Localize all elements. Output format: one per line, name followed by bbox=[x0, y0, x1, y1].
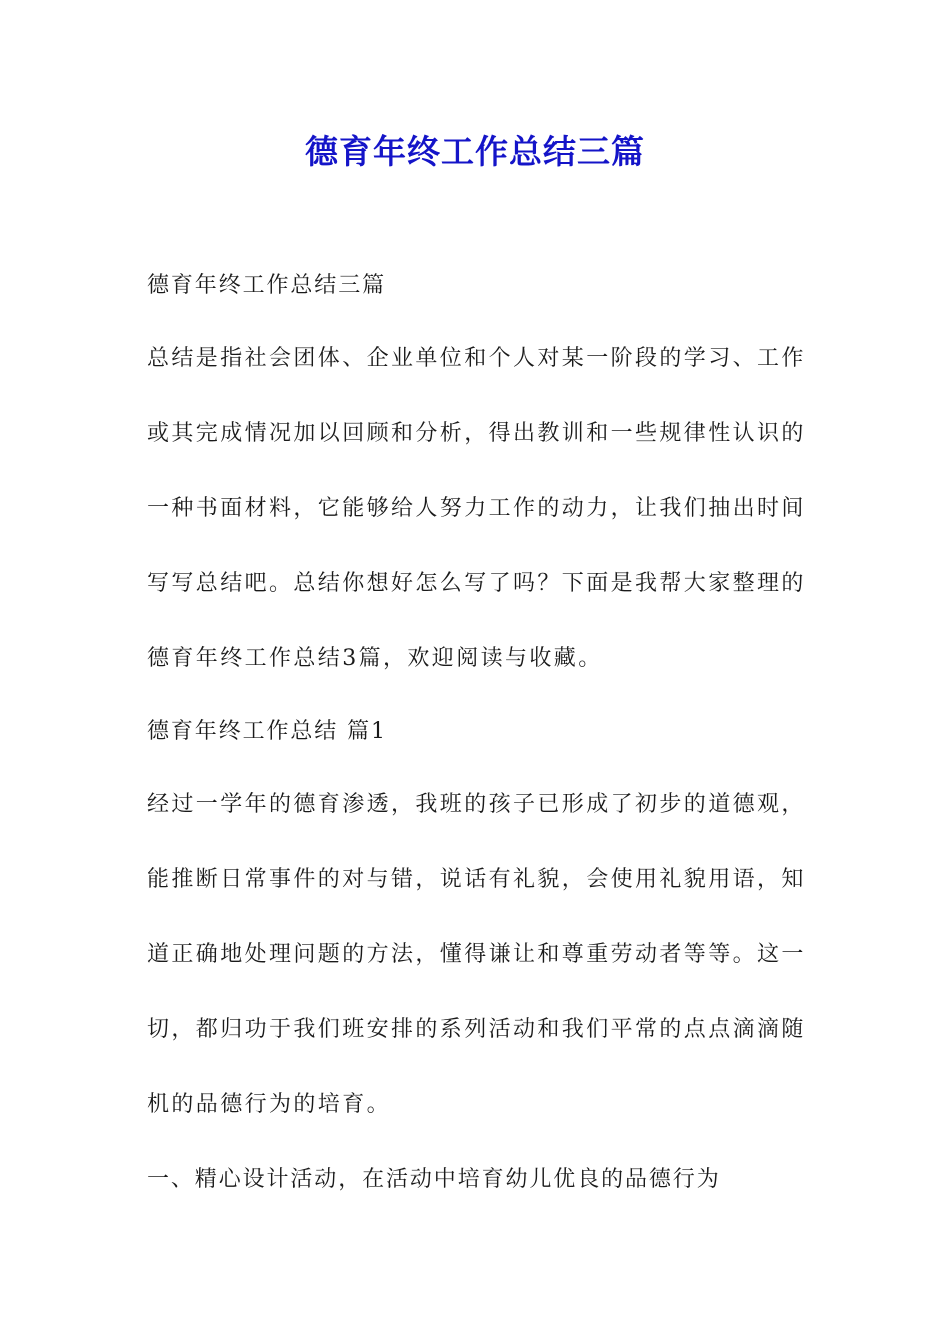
body-line: 道正确地处理问题的方法，懂得谦让和尊重劳动者等等。这一 bbox=[147, 942, 806, 967]
section-heading: 德育年终工作总结 篇1 bbox=[147, 719, 387, 744]
page-title: 德育年终工作总结三篇 bbox=[305, 132, 645, 171]
intro-line: 总结是指社会团体、企业单位和个人对某一阶段的学习、工作 bbox=[147, 346, 806, 371]
intro-line: 写写总结吧。总结你想好怎么写了吗？下面是我帮大家整理的 bbox=[147, 571, 806, 596]
intro-line: 一种书面材料，它能够给人努力工作的动力，让我们抽出时间 bbox=[147, 496, 806, 521]
body-line: 切，都归功于我们班安排的系列活动和我们平常的点点滴滴随 bbox=[147, 1017, 806, 1042]
intro-line: 或其完成情况加以回顾和分析，得出教训和一些规律性认识的 bbox=[147, 421, 806, 446]
intro-line: 德育年终工作总结3篇，欢迎阅读与收藏。 bbox=[147, 646, 603, 671]
body-line: 机的品德行为的培育。 bbox=[147, 1092, 392, 1117]
body-line: 经过一学年的德育渗透，我班的孩子已形成了初步的道德观， bbox=[147, 792, 806, 817]
subtitle: 德育年终工作总结三篇 bbox=[147, 273, 387, 298]
subheading: 一、精心设计活动，在活动中培育幼儿优良的品德行为 bbox=[147, 1167, 721, 1192]
body-line: 能推断日常事件的对与错，说话有礼貌，会使用礼貌用语，知 bbox=[147, 867, 806, 892]
